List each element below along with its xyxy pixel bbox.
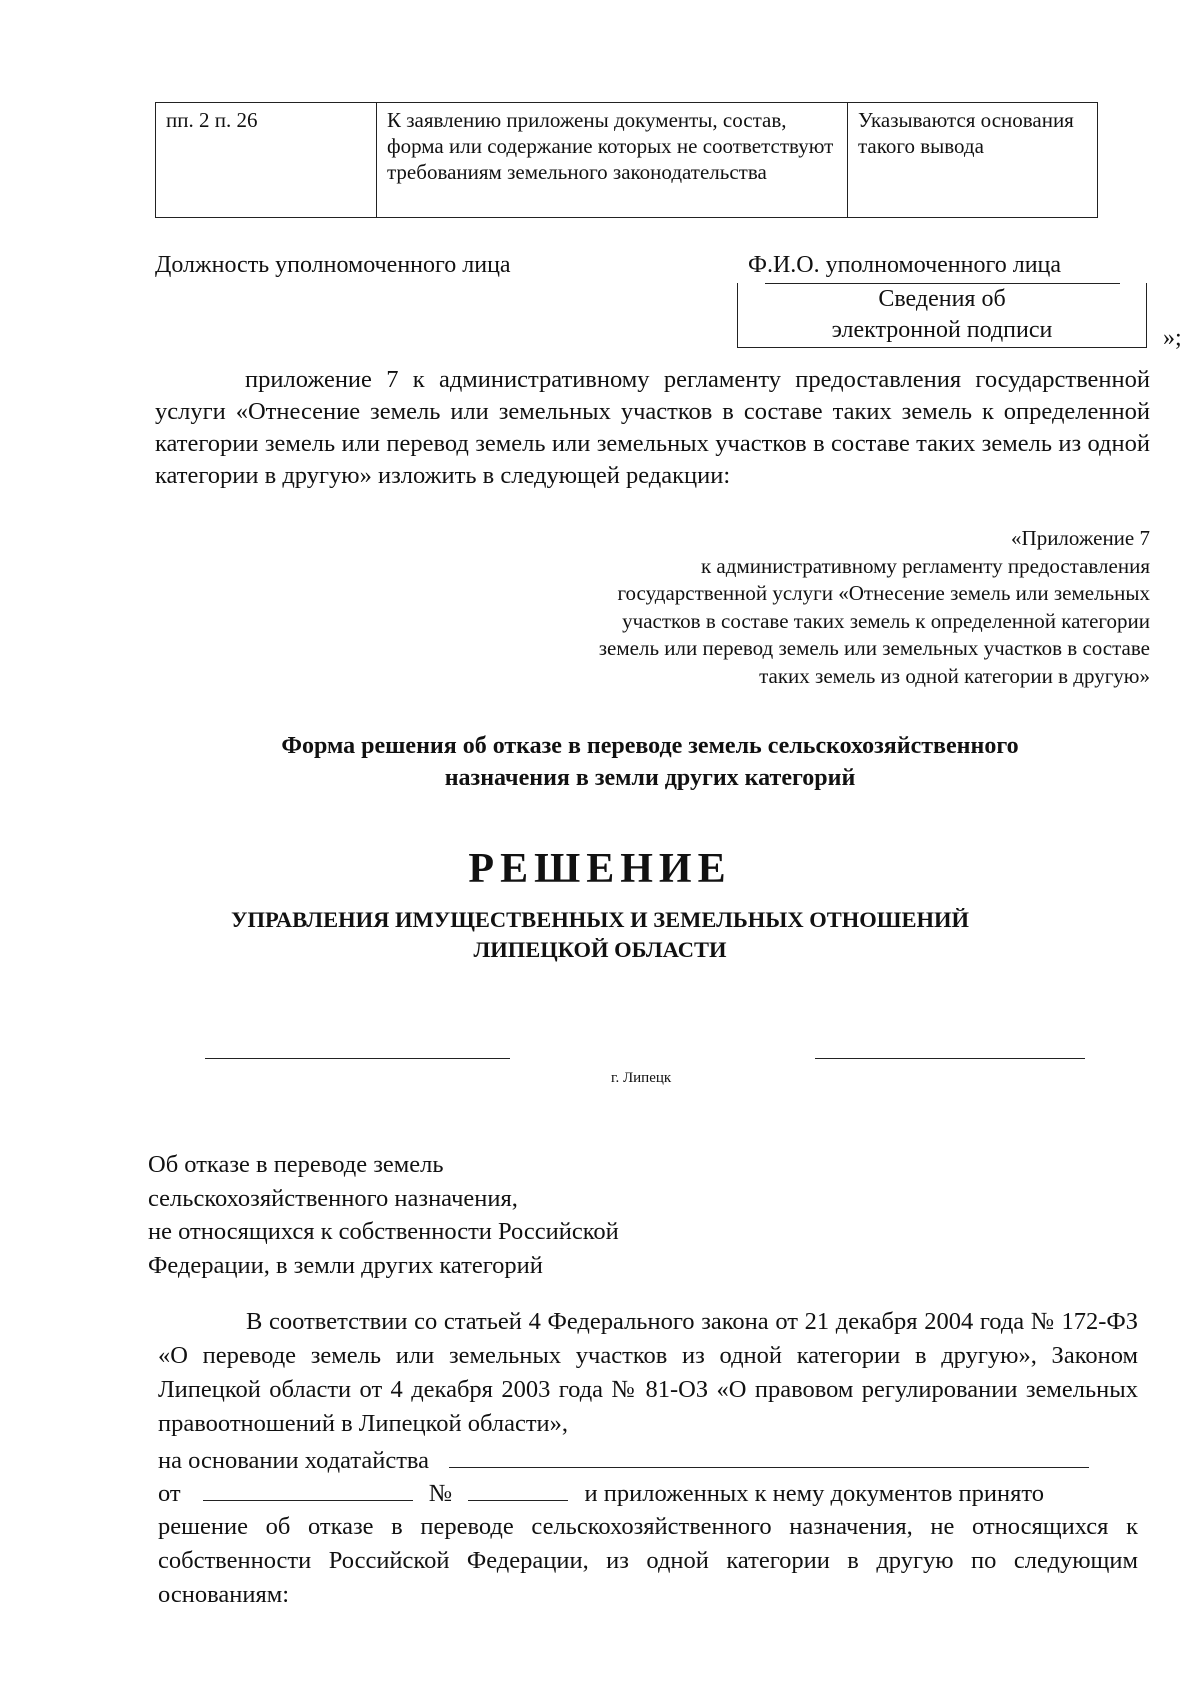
esignature-box (737, 283, 1147, 348)
city-label: г. Липецк (611, 1070, 672, 1086)
from-row (158, 1476, 1138, 1508)
name-label: Ф.И.О. уполномоченного лица (748, 252, 1062, 278)
body-text: В соответствии со статьей 4 Федерального закона от 21 декабря 2004 года № 172-ФЗ «О переводе земель или земельных участков из одной категории в другую», Законом Липецкой области от 4 декабря 2003 года № 81-ОЗ «О правовом регулировании земельных правоотношений в Липецкой области», (158, 1308, 1138, 1437)
from-label: от (158, 1480, 181, 1507)
appendix-header (450, 525, 1150, 690)
subject-line: Об отказе в переводе земель (148, 1151, 444, 1178)
basis-row (158, 1443, 1089, 1475)
basis-label: на основании ходатайства (158, 1447, 430, 1474)
esignature-line1: Сведения об (765, 283, 1120, 315)
subject-block (148, 1148, 708, 1282)
table-row (156, 103, 1098, 218)
subject-line: Федерации, в земли других категорий (148, 1251, 543, 1279)
decision-heading: РЕШЕНИЕ (468, 846, 732, 892)
number-blank-line (815, 1058, 1085, 1059)
appendix-line: к административному регламенту предоставления (700, 553, 1150, 578)
subject-line: сельскохозяйственного назначения, (148, 1184, 518, 1212)
appendix-line: «Приложение 7 (1011, 526, 1150, 550)
number-label: № (428, 1480, 453, 1507)
form-title-line2: назначения в земли других категорий (444, 765, 856, 791)
date-blank (203, 1476, 413, 1501)
reasons-intro: решение об отказе в переводе сельскохозяйственного назначения, не относящихся к собственности Российской Федерации, из одной категории в другую по следующим основаниям: (158, 1513, 1138, 1608)
form-title (155, 730, 1145, 794)
petition-blank (449, 1443, 1089, 1468)
attached-text: и приложенных к нему документов принято (584, 1480, 1045, 1507)
esignature-line2: электронной подписи (831, 317, 1053, 343)
organization-line1: УПРАВЛЕНИЯ ИМУЩЕСТВЕННЫХ И ЗЕМЕЛЬНЫХ ОТНОШЕНИЙ (231, 907, 969, 932)
appendix-line: участков в составе таких земель к определенной категории (622, 608, 1150, 633)
body-paragraph (158, 1305, 1138, 1441)
appendix-line: земель или перевод земель или земельных участков в составе (598, 636, 1150, 660)
table-cell-explanation: Указываются основания такого вывода (848, 103, 1098, 218)
grounds-table (155, 102, 1098, 218)
closing-quote: »; (1163, 325, 1182, 351)
form-title-line1: Форма решения об отказе в переводе земель сельскохозяйственного (281, 733, 1019, 759)
table-cell-clause: пп. 2 п. 26 (156, 103, 377, 218)
table-cell-grounds: К заявлению приложены документы, состав, форма или содержание которых не соответствуют требованиям земельного законодательства (377, 103, 848, 218)
subject-line: не относящихся к собственности Российской (148, 1218, 619, 1245)
appendix-line: таких земель из одной категории в другую» (759, 663, 1150, 688)
appendix-line: государственной услуги «Отнесение земель или земельных (617, 581, 1150, 605)
position-label: Должность уполномоченного лица (155, 252, 511, 278)
date-blank-line (205, 1058, 510, 1059)
amendment-paragraph: приложение 7 к административному регламенту предоставления государственной услуги «Отнесение земель или земельных участков в составе таких земель к определенной категории земель или перевод земель или земельных участков в составе таких земель из одной категории в другую» изложить в следующей редакции: (155, 366, 1150, 489)
organization-name (0, 905, 1200, 965)
organization-line2: ЛИПЕЦКОЙ ОБЛАСТИ (473, 937, 727, 962)
number-blank (468, 1476, 568, 1501)
